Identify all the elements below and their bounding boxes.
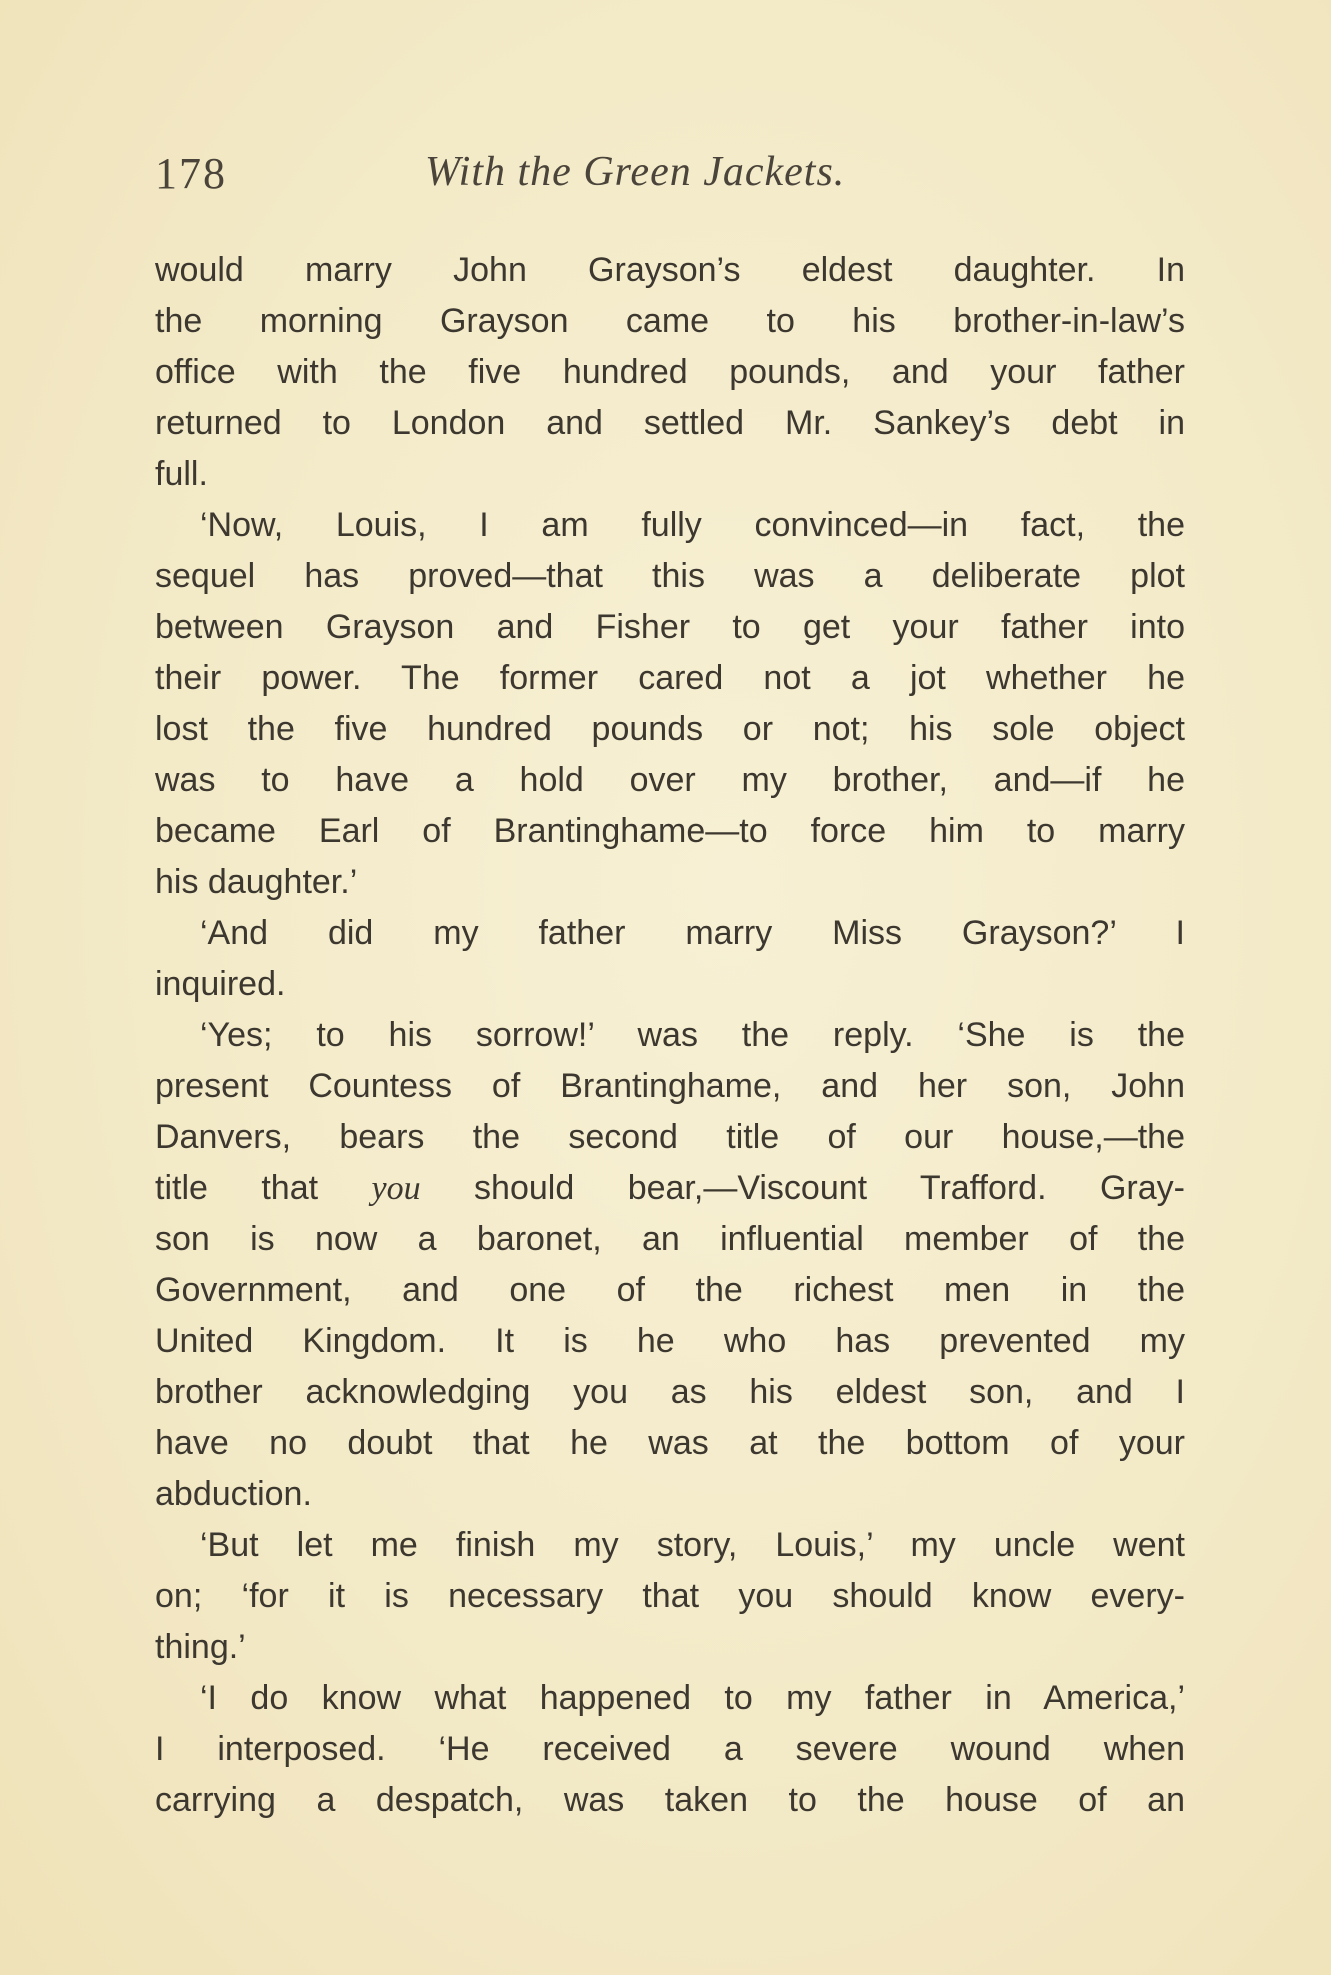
text-line: inquired. bbox=[155, 965, 286, 1003]
text-line: ‘I do know what happened to my father in America,’ bbox=[200, 1679, 1185, 1717]
text-line: his daughter.’ bbox=[155, 863, 358, 901]
text-line: ‘Yes; to his sorrow!’ was the reply. ‘She is the bbox=[200, 1016, 1185, 1054]
text-line: full. bbox=[155, 455, 208, 493]
text-line: ‘And did my father marry Miss Grayson?’ I bbox=[200, 914, 1185, 952]
text-segment: should bear,—Viscount Trafford. Gray- bbox=[420, 1169, 1185, 1207]
text-line: between Grayson and Fisher to get your father into bbox=[155, 608, 1185, 646]
text-line: became Earl of Brantinghame—to force him to marry bbox=[155, 812, 1185, 850]
running-title: With the Green Jackets. bbox=[425, 149, 846, 195]
text-line: returned to London and settled Mr. Sankey’s debt in bbox=[155, 404, 1185, 442]
text-line: sequel has proved—that this was a deliberate plot bbox=[155, 557, 1185, 595]
text-line: present Countess of Brantinghame, and her son, John bbox=[155, 1067, 1185, 1105]
text-line: their power. The former cared not a jot whether he bbox=[155, 659, 1185, 697]
text-line: carrying a despatch, was taken to the house of an bbox=[155, 1781, 1185, 1819]
text-line: son is now a baronet, an influential member of the bbox=[155, 1220, 1185, 1258]
text-line: brother acknowledging you as his eldest son, and I bbox=[155, 1373, 1185, 1411]
text-line: on; ‘for it is necessary that you should know every- bbox=[155, 1577, 1185, 1615]
text-segment: title that bbox=[155, 1169, 372, 1207]
text-line: ‘But let me finish my story, Louis,’ my uncle went bbox=[200, 1526, 1185, 1564]
text-line: I interposed. ‘He received a severe wound when bbox=[155, 1730, 1185, 1768]
text-line: was to have a hold over my brother, and—if he bbox=[155, 761, 1185, 799]
text-line: United Kingdom. It is he who has prevented my bbox=[155, 1322, 1185, 1360]
text-line: would marry John Grayson’s eldest daughter. In bbox=[155, 251, 1185, 289]
text-line: ‘Now, Louis, I am fully convinced—in fact, the bbox=[200, 506, 1185, 544]
italic-emphasis: you bbox=[371, 1170, 421, 1207]
text-line: office with the five hundred pounds, and your father bbox=[155, 353, 1185, 391]
page-number: 178 bbox=[155, 149, 227, 198]
running-head bbox=[155, 148, 1185, 208]
text-line: abduction. bbox=[155, 1475, 312, 1513]
text-line: Government, and one of the richest men in the bbox=[155, 1271, 1185, 1309]
text-line bbox=[155, 1163, 1185, 1214]
text-line: lost the five hundred pounds or not; his sole object bbox=[155, 710, 1185, 748]
text-line: thing.’ bbox=[155, 1628, 246, 1666]
text-line: have no doubt that he was at the bottom of your bbox=[155, 1424, 1185, 1462]
text-line: the morning Grayson came to his brother-in-law’s bbox=[155, 302, 1185, 340]
body-text bbox=[155, 245, 1185, 1826]
text-line: Danvers, bears the second title of our house,—the bbox=[155, 1118, 1185, 1156]
